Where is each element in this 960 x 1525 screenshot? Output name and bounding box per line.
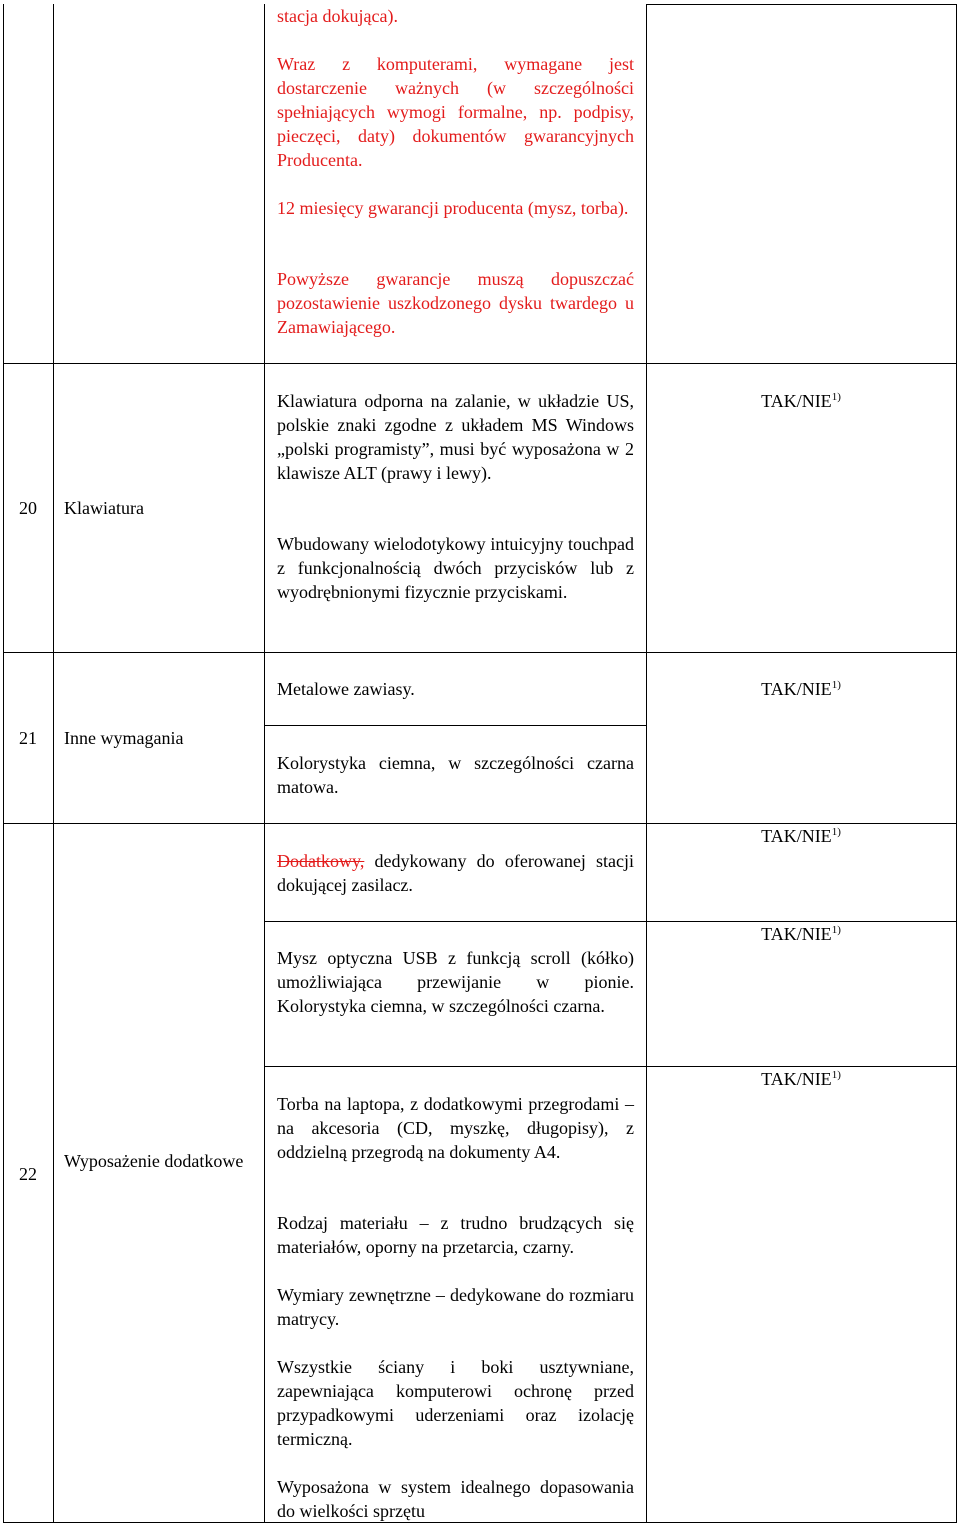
warranty-line: stacja dokująca). [277, 6, 398, 26]
tak-nie-label: TAK/NIE$^{1)}$ [761, 391, 841, 411]
strikethrough-text: Dodatkowy, [277, 851, 365, 871]
warranty-months-paragraph: 12 miesięcy gwarancji producenta (mysz, torba). [277, 198, 629, 218]
tak-nie-label: TAK/NIE$^{1)}$ [761, 679, 841, 699]
column-divider [264, 4, 265, 1523]
mouse-paragraph: Mysz optyczna USB z funkcją scroll (kółko) umożliwiająca przewijanie w pionie. Kolorystyka ciemna, w szczególności czarna. [277, 948, 634, 1016]
color-paragraph: Kolorystyka ciemna, w szczególności czarna matowa. [277, 753, 634, 797]
row-divider [264, 725, 647, 726]
row-number: 22 [19, 1164, 37, 1184]
touchpad-paragraph: Wbudowany wielodotykowy intuicyjny touchpad z funkcjonalnością dwóch przycisków lub z wyodrębnionymi fizycznie przyciskami. [277, 534, 634, 602]
keyboard-paragraph: Klawiatura odporna na zalanie, w układzie US, polskie znaki zgodne z układem MS Windows „polski programisty”, musi być wyposażona w 2 klawisze ALT (prawy i lewy). [277, 391, 634, 483]
hinges-paragraph: Metalowe zawiasy. [277, 679, 415, 699]
bag-fit-paragraph: Wyposażona w system idealnego dopasowania do wielkości sprzętu [277, 1477, 634, 1521]
table-border-right [956, 4, 957, 1523]
row-number: 21 [19, 728, 37, 748]
tak-nie-label: TAK/NIE$^{1)}$ [761, 1069, 841, 1089]
bag-dimensions-paragraph: Wymiary zewnętrzne – dedykowane do rozmiaru matrycy. [277, 1285, 634, 1329]
row-name: Klawiatura [64, 498, 144, 518]
table-border-top [646, 4, 957, 5]
bag-paragraph: Torba na laptopa, z dodatkowymi przegrodami – na akcesoria (CD, myszkę, długopisy), z oddzielną przegrodą na dokumenty A4. [277, 1094, 634, 1162]
tak-nie-label: TAK/NIE$^{1)}$ [761, 924, 841, 944]
table-border-left [3, 4, 4, 1523]
row-name: Inne wymagania [64, 728, 184, 748]
tak-nie-label: TAK/NIE$^{1)}$ [761, 826, 841, 846]
column-divider [53, 4, 54, 1523]
row-number: 20 [19, 498, 37, 518]
bag-material-paragraph: Rodzaj materiału – z trudno brudzących się materiałów, oporny na przetarcia, czarny. [277, 1213, 634, 1257]
bag-walls-paragraph: Wszystkie ściany i boki usztywniane, zapewniająca komputerowi ochronę przed przypadkowymi uderzeniami oraz izolację termiczną. [277, 1357, 634, 1449]
warranty-disk-paragraph: Powyższe gwarancje muszą dopuszczać pozostawienie uszkodzonego dysku twardego u Zamawiającego. [277, 269, 634, 337]
row-divider [3, 652, 957, 653]
warranty-docs-paragraph: Wraz z komputerami, wymagane jest dostarczenie ważnych (w szczególności spełniających wymogi formalne, np. podpisy, pieczęci, daty) dokumentów gwarancyjnych Producenta. [277, 54, 634, 170]
row-divider [3, 363, 957, 364]
power-supply-paragraph: Dodatkowy, dedykowany do oferowanej stacji dokującej zasilacz. [277, 851, 634, 895]
row-name: Wyposażenie dodatkowe [64, 1151, 244, 1171]
column-divider [646, 4, 647, 1523]
